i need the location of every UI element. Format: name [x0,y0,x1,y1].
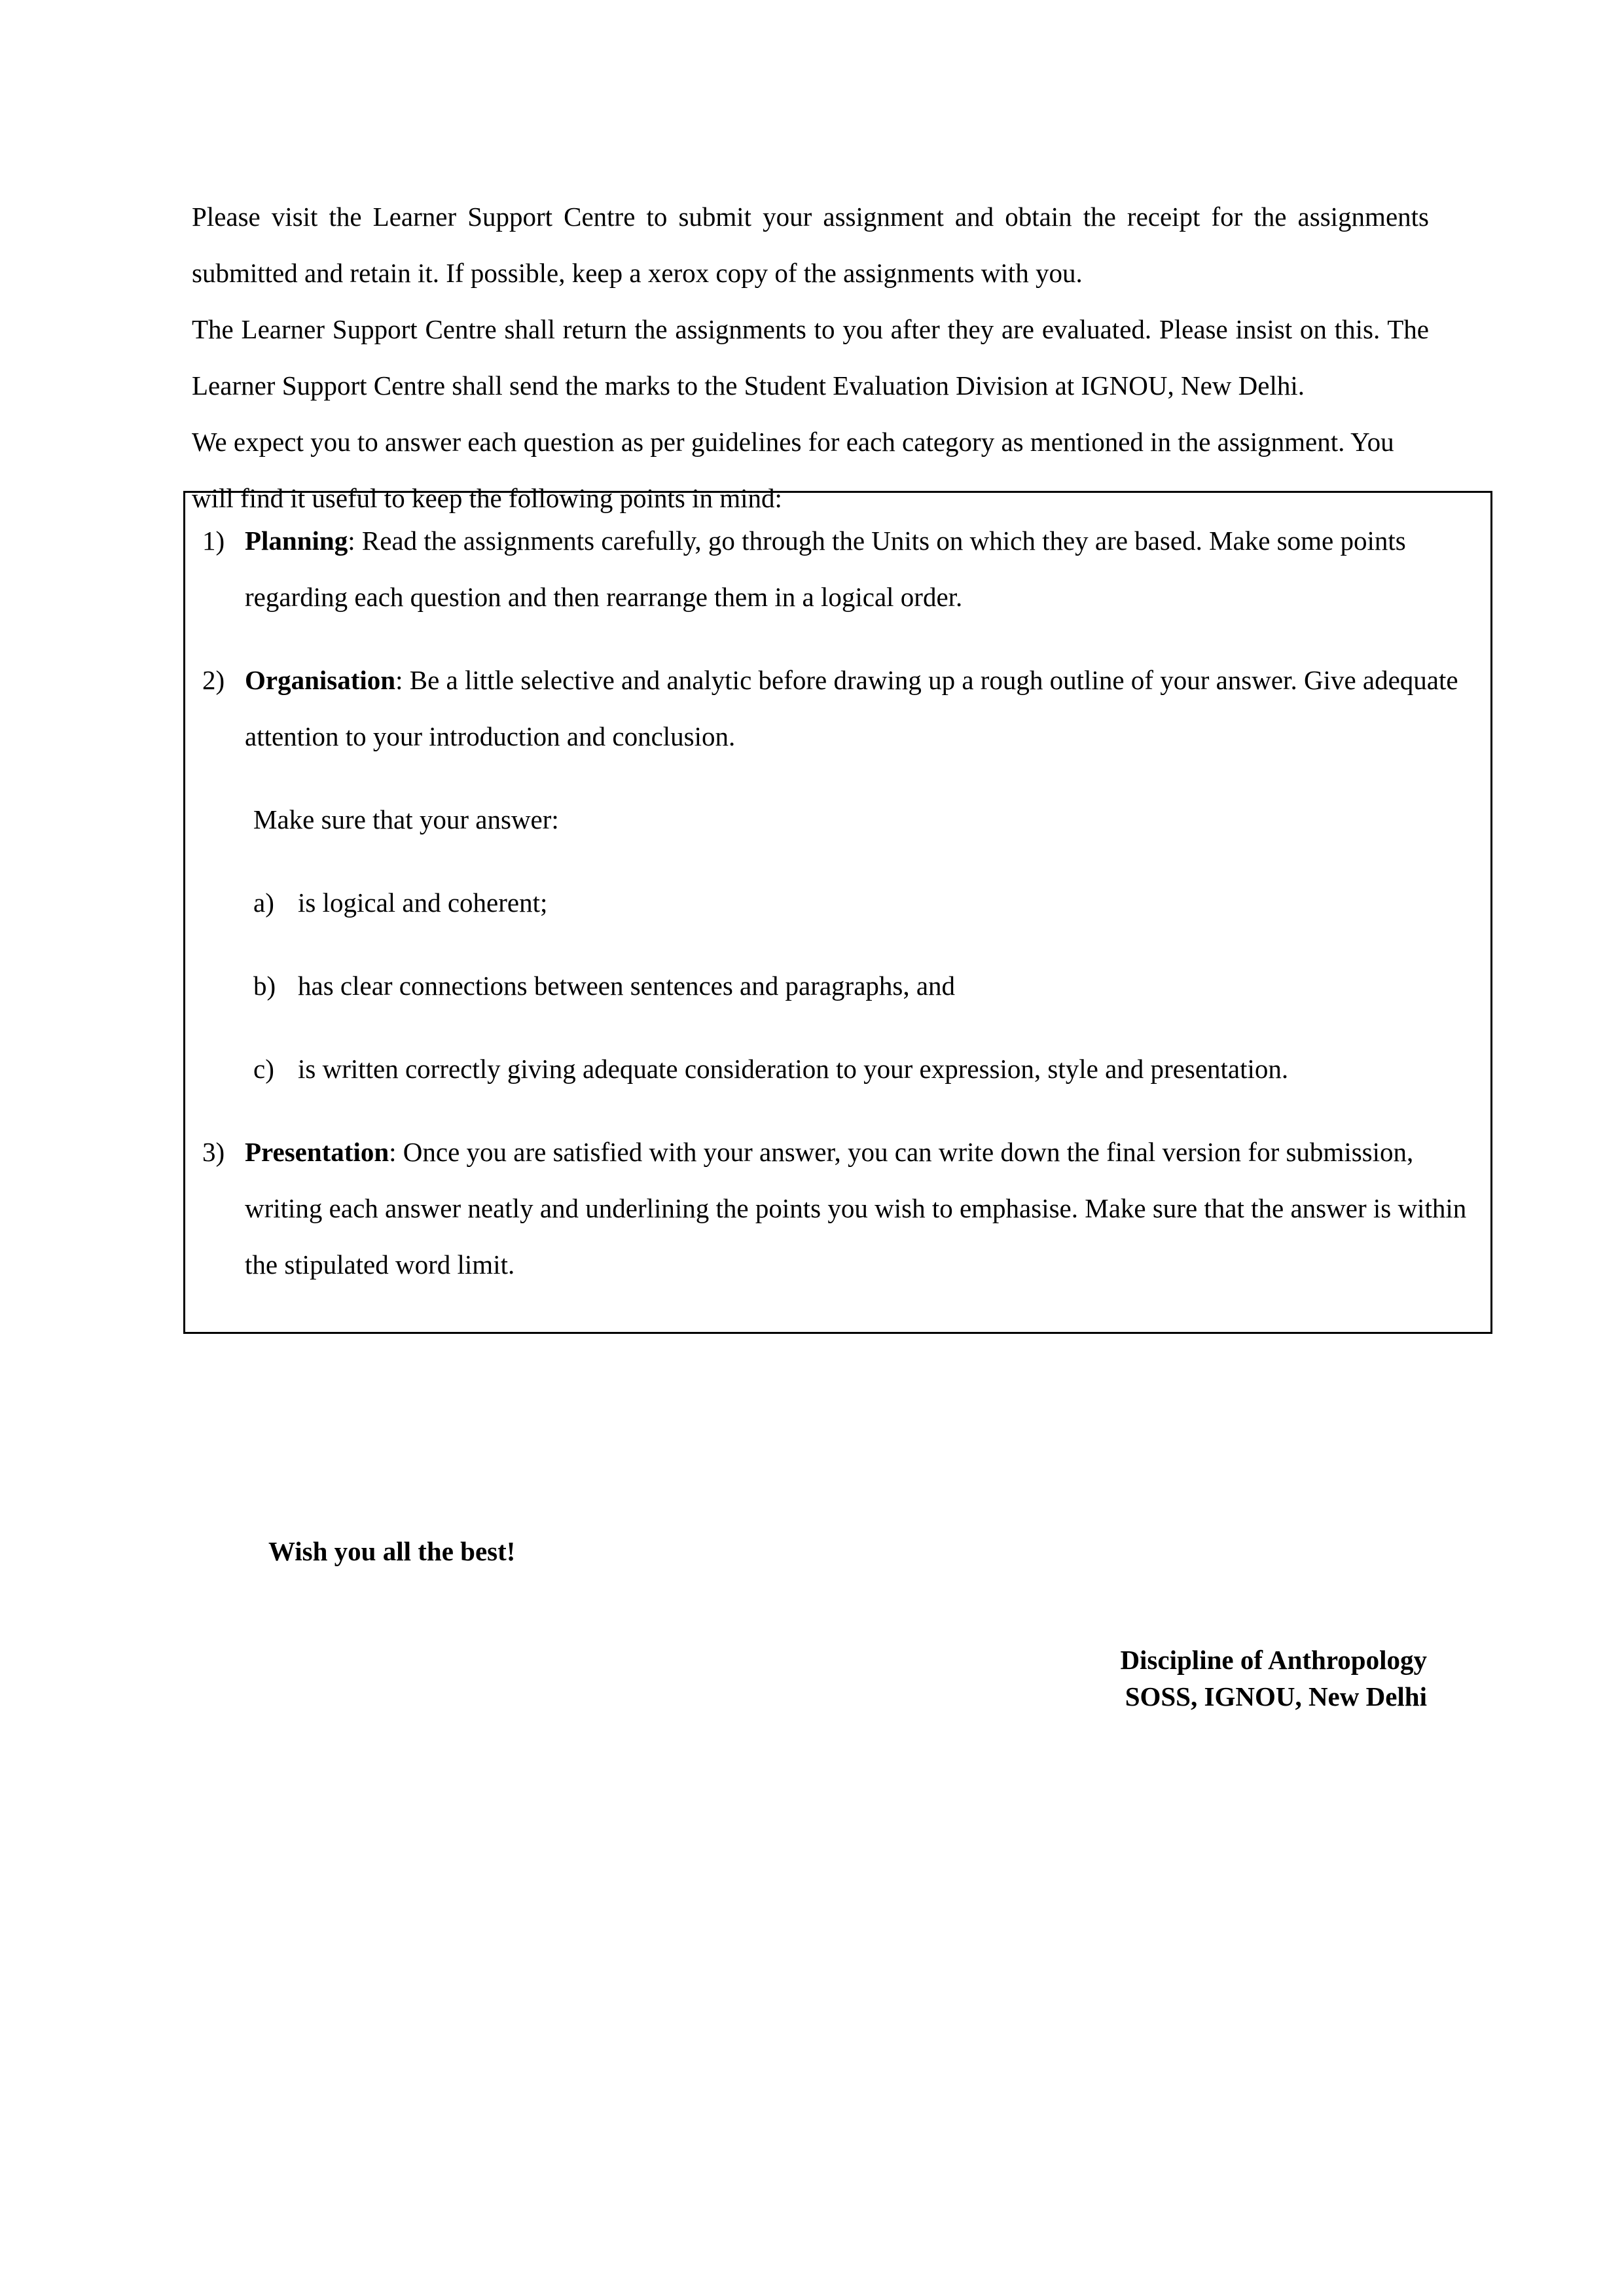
intro-paragraph-2: The Learner Support Centre shall return the assignments to you after they are evaluated. Please insist on this. The Learner Support Centre shall send the marks to the Student Evaluation Division at IGNOU, New Delhi. [192,314,1429,401]
sub-marker-b: b) [253,971,276,1001]
guideline-lead-planning: Planning [245,526,348,556]
sub-text-a: is logical and coherent; [298,888,548,918]
lead-in-paragraph: We expect you to answer each question as per guidelines for each category as mentioned in the assignment. You will find it useful to keep the following points in mind: [192,427,1394,513]
wish-message: Wish you all the best! [268,1536,516,1566]
guideline-lead-presentation: Presentation [245,1137,389,1167]
signature-line-1: Discipline of Anthropology [1120,1645,1427,1675]
guideline-sub-item-a [253,874,1473,931]
guideline-body-2 [245,652,1473,764]
guideline-sub-item-c [253,1041,1473,1097]
guideline-marker-3: 3) [202,1137,225,1167]
guideline-text-organisation: : Be a little selective and analytic before drawing up a rough outline of your answer. Give adequate attention to your introduction and conclusion. [245,665,1458,751]
guideline-lead-organisation: Organisation [245,665,396,695]
intro-paragraph-1: Please visit the Learner Support Centre to submit your assignment and obtain the receipt for the assignments submitted and retain it. If possible, keep a xerox copy of the assignments with you. [192,202,1429,288]
guideline-body-1 [245,512,1473,625]
sub-marker-a: a) [253,888,274,918]
sub-text-c: is written correctly giving adequate consideration to your expression, style and presentation. [298,1054,1289,1084]
signature-block [192,1641,1429,1715]
page-content [192,188,1467,1712]
guideline-body-3 [245,1124,1473,1293]
guideline-marker-1: 1) [202,526,225,556]
guideline-item-organisation [202,652,1473,764]
sub-text-b: has clear connections between sentences and paragraphs, and [298,971,956,1001]
guideline-item-presentation [202,1124,1473,1293]
guideline-text-presentation: : Once you are satisfied with your answer, you can write down the final version for submission, writing each answer neatly and underlining the points you wish to emphasise. Make sure that the answer is within the stipulated word limit. [245,1137,1467,1280]
signature-line-2: SOSS, IGNOU, New Delhi [1125,1681,1427,1712]
make-sure-heading: Make sure that your answer: [253,804,559,834]
guideline-text-planning: : Read the assignments carefully, go through the Units on which they are based. Make some points regarding each question and then rearrange them in a logical order. [245,526,1406,612]
guideline-sub-item-b [253,958,1473,1014]
guidelines-box [183,491,1492,1334]
sub-marker-c: c) [253,1054,274,1084]
guideline-item-planning [202,512,1473,625]
guideline-marker-2: 2) [202,665,225,695]
